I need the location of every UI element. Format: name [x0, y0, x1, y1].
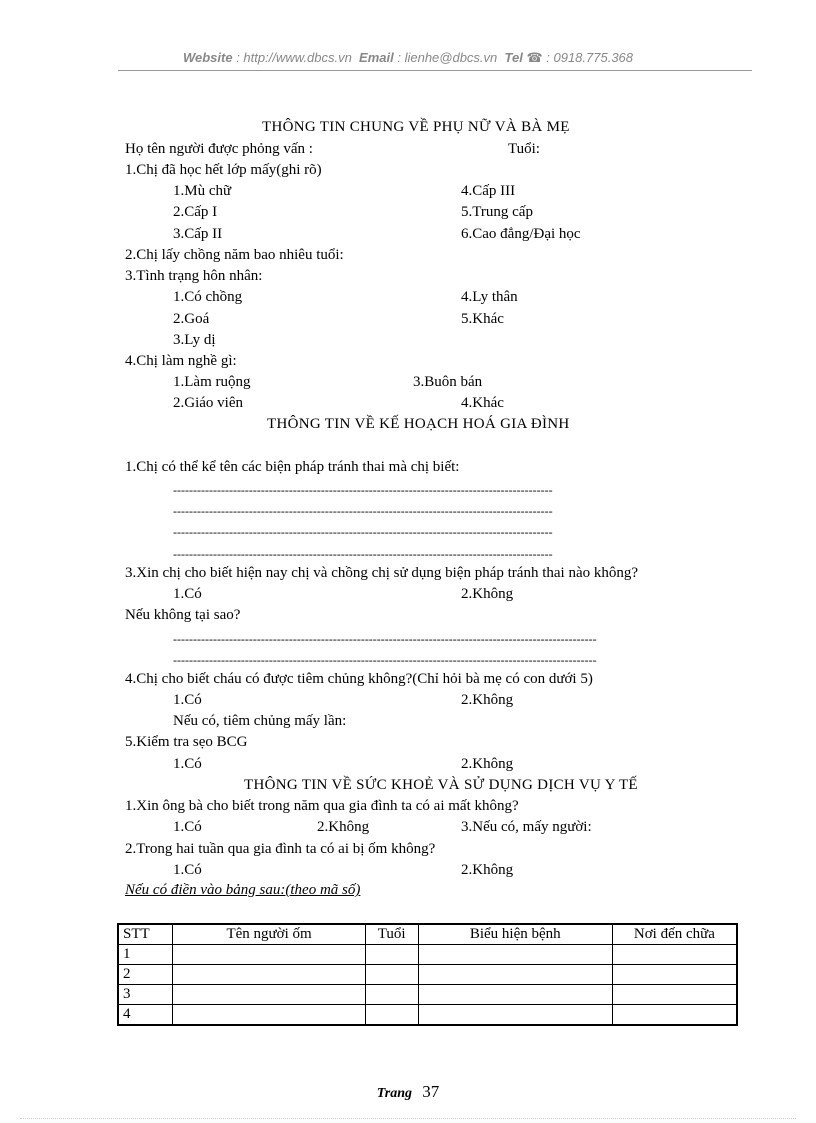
occupation-option-3: 3.Buôn bán [413, 374, 483, 390]
header-stt: STT [118, 924, 173, 945]
row-number: 4 [118, 1005, 173, 1026]
why-not-line-1[interactable]: ---------------------------------------------------------------------------------------------------------- [173, 632, 597, 646]
occupation-option-2: 2.Giáo viên [173, 395, 243, 411]
website-value[interactable]: : http://www.dbcs.vn [236, 50, 352, 65]
question-marriage-age: 2.Chị lấy chồng năm bao nhiêu tuổi: [125, 247, 344, 263]
answer-line-1[interactable]: ----------------------------------------------------------------------------------------------- [173, 483, 553, 497]
edu-option-1: 1.Mù chữ [173, 183, 232, 199]
row-number: 3 [118, 985, 173, 1005]
footer-divider [20, 1118, 796, 1119]
death-count-label: 3.Nếu có, mấy người: [461, 819, 592, 835]
cell-name[interactable] [173, 945, 365, 965]
bcg-no: 2.Không [461, 756, 514, 772]
cell-name[interactable] [173, 965, 365, 985]
cell-name[interactable] [173, 985, 365, 1005]
tel-value: ☎ : 0918.775.368 [526, 50, 634, 65]
marital-option-1: 1.Có chồng [173, 289, 243, 305]
vaccination-no: 2.Không [461, 692, 514, 708]
cell-age[interactable] [365, 945, 418, 965]
page-header [0, 50, 816, 66]
section3-title: THÔNG TIN VỀ SỨC KHOẺ VÀ SỬ DỤNG DỊCH VỤ Y TẾ [244, 777, 638, 793]
page-footer [0, 1082, 816, 1102]
table-row [118, 945, 737, 965]
question-bcg-scar: 5.Kiểm tra sẹo BCG [125, 734, 248, 750]
row-number: 2 [118, 965, 173, 985]
bcg-yes: 1.Có [173, 756, 202, 772]
page-number: 37 [422, 1082, 440, 1101]
marital-option-5: 5.Khác [461, 311, 504, 327]
why-not-line-2[interactable]: ---------------------------------------------------------------------------------------------------------- [173, 653, 597, 667]
table-row [118, 985, 737, 1005]
question-education: 1.Chị đã học hết lớp mấy(ghi rõ) [125, 162, 322, 178]
header-treatment-place: Nơi đến chữa [612, 924, 737, 945]
table-row [118, 1005, 737, 1026]
question-contraception-knowledge: 1.Chị có thể kể tên các biện pháp tránh thai mà chị biết: [125, 459, 460, 475]
edu-option-4: 4.Cấp III [461, 183, 516, 199]
illness-no: 2.Không [461, 862, 514, 878]
question-occupation: 4.Chị làm nghề gì: [125, 353, 237, 369]
cell-symptoms[interactable] [418, 965, 612, 985]
illness-table [117, 923, 738, 1026]
edu-option-3: 3.Cấp II [173, 226, 223, 242]
table-row [118, 965, 737, 985]
footer-brand: Trang [376, 1086, 413, 1101]
section1-title: THÔNG TIN CHUNG VỀ PHỤ NỮ VÀ BÀ MẸ [262, 119, 570, 135]
header-divider [118, 70, 752, 71]
question-death: 1.Xin ông bà cho biết trong năm qua gia đình ta có ai mất không? [125, 798, 519, 814]
answer-line-4[interactable]: ----------------------------------------------------------------------------------------------- [173, 547, 553, 561]
cell-symptoms[interactable] [418, 985, 612, 1005]
tel-label: Tel [504, 50, 523, 65]
question-marital-status: 3.Tình trạng hôn nhân: [125, 268, 263, 284]
marital-option-4: 4.Ly thân [461, 289, 518, 305]
why-not-label: Nếu không tại sao? [125, 607, 241, 623]
answer-line-3[interactable]: ----------------------------------------------------------------------------------------------- [173, 525, 553, 539]
death-yes: 1.Có [173, 819, 202, 835]
edu-option-6: 6.Cao đẳng/Đại học [461, 226, 581, 242]
email-value[interactable]: : lienhe@dbcs.vn [397, 50, 498, 65]
vaccination-yes: 1.Có [173, 692, 202, 708]
section2-title: THÔNG TIN VỀ KẾ HOẠCH HOÁ GIA ĐÌNH [267, 416, 570, 432]
email-label: Email [359, 50, 394, 65]
interviewee-name-label: Họ tên người được phỏng vấn : [125, 141, 313, 157]
answer-line-2[interactable]: ----------------------------------------------------------------------------------------------- [173, 504, 553, 518]
header-age: Tuổi [365, 924, 418, 945]
edu-option-2: 2.Cấp I [173, 204, 218, 220]
cell-age[interactable] [365, 985, 418, 1005]
age-label: Tuổi: [508, 141, 540, 157]
illness-yes: 1.Có [173, 862, 202, 878]
table-instruction: Nếu có điền vào bảng sau:(theo mã số) [125, 882, 361, 898]
header-symptoms: Biểu hiện bệnh [418, 924, 612, 945]
contraception-no: 2.Không [461, 586, 514, 602]
cell-age[interactable] [365, 1005, 418, 1026]
question-contraception-use: 3.Xin chị cho biết hiện nay chị và chồng chị sử dụng biện pháp tránh thai nào không? [125, 565, 639, 581]
cell-name[interactable] [173, 1005, 365, 1026]
occupation-option-4: 4.Khác [461, 395, 504, 411]
death-no: 2.Không [317, 819, 370, 835]
cell-symptoms[interactable] [418, 1005, 612, 1026]
question-vaccination: 4.Chị cho biết cháu có được tiêm chủng không?(Chỉ hỏi bà mẹ có con dưới 5) [125, 671, 593, 687]
cell-place[interactable] [612, 945, 737, 965]
website-label: Website [182, 50, 233, 65]
table-header-row [118, 924, 737, 945]
marital-option-3: 3.Ly dị [173, 332, 216, 348]
cell-age[interactable] [365, 965, 418, 985]
contraception-yes: 1.Có [173, 586, 202, 602]
question-illness: 2.Trong hai tuần qua gia đình ta có ai bị ốm không? [125, 841, 436, 857]
edu-option-5: 5.Trung cấp [461, 204, 533, 220]
header-patient-name: Tên người ốm [173, 924, 365, 945]
cell-place[interactable] [612, 965, 737, 985]
row-number: 1 [118, 945, 173, 965]
cell-place[interactable] [612, 985, 737, 1005]
marital-option-2: 2.Goá [173, 311, 210, 327]
vaccination-count-label: Nếu có, tiêm chủng mấy lần: [173, 713, 347, 729]
cell-symptoms[interactable] [418, 945, 612, 965]
occupation-option-1: 1.Làm ruộng [173, 374, 251, 390]
cell-place[interactable] [612, 1005, 737, 1026]
